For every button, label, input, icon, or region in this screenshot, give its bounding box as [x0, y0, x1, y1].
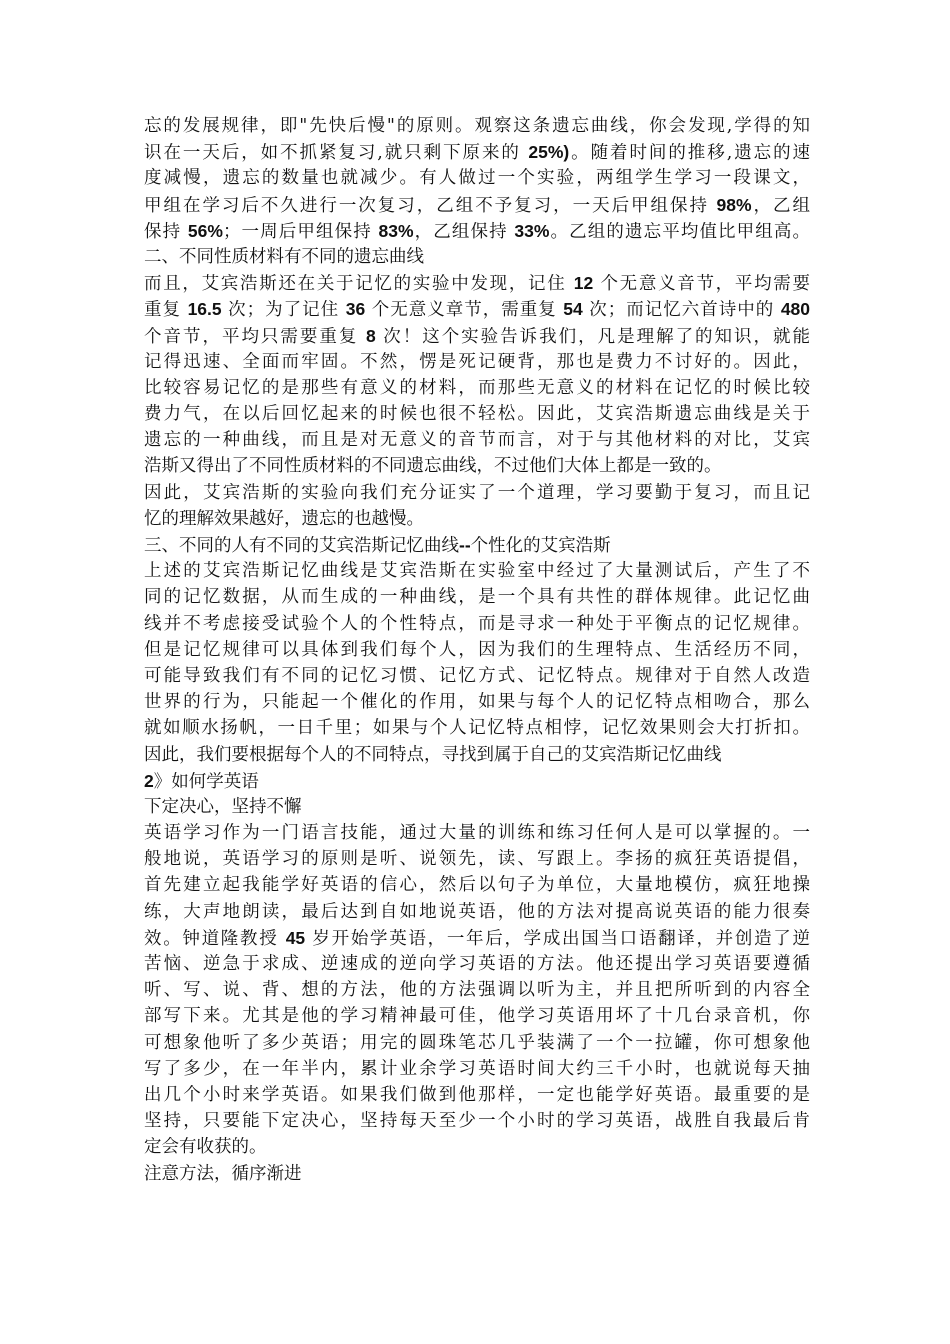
text-line: 因此，我们要根据每个人的不同特点，寻找到属于自己的艾宾浩斯记忆曲线 — [144, 744, 722, 765]
text-line: 忆的理解效果越好，遗忘的也越慢。 — [144, 508, 424, 529]
text-line: 般地说，英语学习的原则是听、说领先，读、写跟上。李扬的疯狂英语提倡， — [144, 849, 810, 870]
text-line: 线并不考虑接受试验个人的个性特点，而是寻求一种处于平衡点的记忆规律。 — [144, 613, 810, 634]
text-line: 下定决心，坚持不懈 — [144, 796, 302, 817]
text-line: 就如顺水扬帆，一日千里；如果与个人记忆特点相悖，记忆效果则会大打折扣。 — [144, 718, 810, 739]
text-line: 费力气，在以后回忆起来的时候也很不轻松。因此，艾宾浩斯遗忘曲线是关于 — [144, 404, 810, 425]
text-line: 保持 56%；一周后甲组保持 83%，乙组保持 33%。乙组的遗忘平均值比甲组高。 — [144, 220, 810, 242]
text-line: 出几个小时来学英语。如果我们做到他那样，一定也能学好英语。最重要的是 — [144, 1084, 810, 1105]
text-line: 二、不同性质材料有不同的遗忘曲线 — [144, 246, 424, 267]
text-line: 同的记忆数据，从而生成的一种曲线，是一个具有共性的群体规律。此记忆曲 — [144, 587, 810, 608]
text-line: 上述的艾宾浩斯记忆曲线是艾宾浩斯在实验室中经过了大量测试后，产生了不 — [144, 561, 810, 582]
text-line: 可能导致我们有不同的记忆习惯、记忆方式、记忆特点。规律对于自然人改造 — [144, 665, 810, 686]
document-page — [144, 113, 810, 1187]
text-line: 定会有收获的。 — [144, 1137, 267, 1158]
text-line: 练，大声地朗读，最后达到自如地说英语，他的方法对提高说英语的能力很奏 — [144, 901, 810, 922]
text-line: 可想象他听了多少英语；用完的圆珠笔芯几乎装满了一个一拉罐，你可想象他 — [144, 1032, 810, 1053]
text-line: 遗忘的一种曲线，而且是对无意义的音节而言，对于与其他材料的对比，艾宾 — [144, 430, 810, 451]
text-line: 浩斯又得出了不同性质材料的不同遗忘曲线，不过他们大体上都是一致的。 — [144, 456, 722, 477]
text-line: 英语学习作为一门语言技能，通过大量的训练和练习任何人是可以掌握的。一 — [144, 823, 810, 844]
text-line: 注意方法，循序渐进 — [144, 1163, 302, 1184]
text-line: 世界的行为，只能起一个催化的作用，如果与每个人的记忆特点相吻合，那么 — [144, 692, 810, 713]
text-line: 忘的发展规律，即"先快后慢"的原则。观察这条遗忘曲线，你会发现,学得的知 — [144, 116, 810, 136]
text-line: 部写下来。尤其是他的学习精神最可佳，他学习英语用坏了十几台录音机，你 — [144, 1006, 810, 1027]
text-line: 坚持，只要能下定决心，坚持每天至少一个小时的学习英语，战胜自我最后肯 — [144, 1111, 810, 1132]
text-line: 而且，艾宾浩斯还在关于记忆的实验中发现，记住 12 个无意义音节，平均需要 — [144, 273, 810, 295]
text-line: 2》如何学英语 — [144, 770, 259, 792]
text-line: 效。钟道隆教授 45 岁开始学英语，一年后，学成出国当口语翻译，并创造了逆 — [144, 927, 810, 949]
text-line: 个音节，平均只需要重复 8 次！这个实验告诉我们，凡是理解了的知识，就能 — [144, 325, 810, 347]
text-line: 但是记忆规律可以具体到我们每个人，因为我们的生理特点、生活经历不同， — [144, 639, 810, 660]
text-line: 识在一天后，如不抓紧复习,就只剩下原来的 25%)。随着时间的推移,遗忘的速 — [144, 142, 810, 164]
text-line: 苦恼、逆急于求成、逆速成的逆向学习英语的方法。他还提出学习英语要遵循 — [144, 954, 810, 974]
text-line: 甲组在学习后不久进行一次复习，乙组不予复习，一天后甲组保持 98%，乙组 — [144, 194, 810, 216]
text-line: 比较容易记忆的是那些有意义的材料，而那些无意义的材料在记忆的时候比较 — [144, 377, 810, 398]
text-line: 听、写、说、背、想的方法，他的方法强调以听为主，并且把所听到的内容全 — [144, 980, 810, 1001]
text-line: 重复 16.5 次；为了记住 36 个无意义章节，需重复 54 次；而记忆六首诗中的 480 — [144, 299, 810, 321]
text-line: 三、不同的人有不同的艾宾浩斯记忆曲线--个性化的艾宾浩斯 — [144, 535, 611, 556]
text-line: 首先建立起我能学好英语的信心，然后以句子为单位，大量地模仿，疯狂地操 — [144, 875, 810, 896]
text-line: 记得迅速、全面而牢固。不然，愣是死记硬背，那也是费力不讨好的。因此， — [144, 351, 810, 372]
text-line: 度减慢，遗忘的数量也就减少。有人做过一个实验，两组学生学习一段课文， — [144, 168, 810, 189]
text-line: 因此，艾宾浩斯的实验向我们充分证实了一个道理，学习要勤于复习，而且记 — [144, 482, 810, 503]
text-line: 写了多少，在一年半内，累计业余学习英语时间大约三千小时，也就说每天抽 — [144, 1058, 810, 1079]
